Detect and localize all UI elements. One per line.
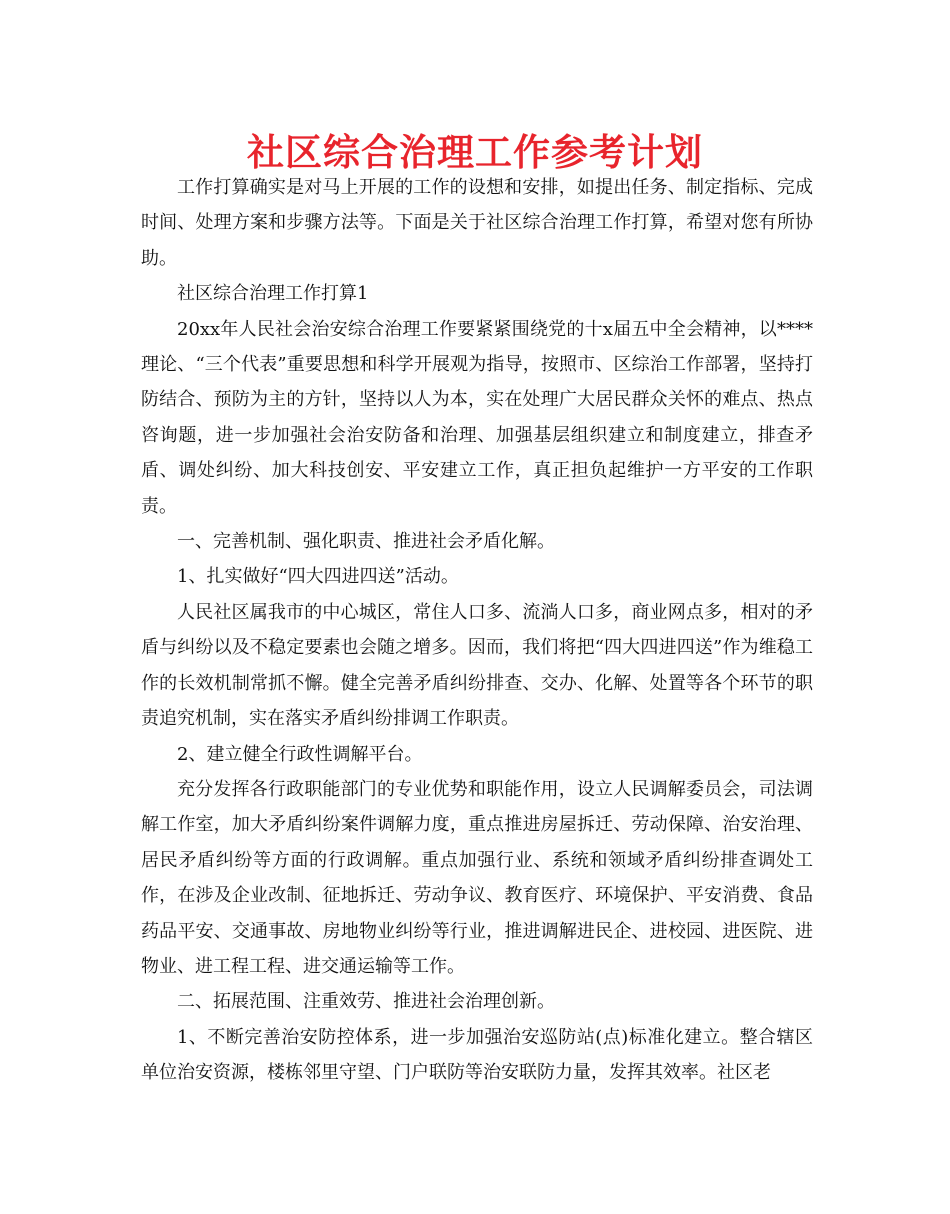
body-paragraph: 1、不断完善治安防控体系，进一步加强治安巡防站(点)标准化建立。整合辖区单位治安资源，楼栋邻里守望、门户联防等治安联防力量，发挥其效率。社区老	[141, 1026, 813, 1084]
document-body	[141, 170, 813, 1091]
intro-paragraph: 工作打算确实是对马上开展的工作的设想和安排，如提出任务、制定指标、完成时间、处理方案和步骤方法等。下面是关于社区综合治理工作打算，希望对您有所协助。	[141, 177, 813, 269]
section-heading-plan-1: 社区综合治理工作打算1	[177, 283, 369, 305]
section-heading-two: 二、拓展范围、注重效劳、推进社会治理创新。	[177, 991, 555, 1013]
section-heading-one: 一、完善机制、强化职责、推进社会矛盾化解。	[177, 531, 555, 553]
body-paragraph: 充分发挥各行政职能部门的专业优势和职能作用，设立人民调解委员会，司法调解工作室，加大矛盾纠纷案件调解力度，重点推进房屋拆迁、劳动保障、治安治理、居民矛盾纠纷等方面的行政调解。重点加强行业、系统和领域矛盾纠纷排查调处工作，在涉及企业改制、征地拆迁、劳动争议、教育医疗、环境保护、平安消费、食品药品平安、交通事故、房地物业纠纷等行业，推进调解进民企、进校园、进医院、进物业、进工程工程、进交通运输等工作。	[141, 778, 813, 977]
subsection-heading: 2、建立健全行政性调解平台。	[177, 743, 423, 765]
subsection-heading: 1、扎实做好“四大四进四送”活动。	[177, 566, 459, 588]
body-paragraph: 20xx年人民社会治安综合治理工作要紧紧围绕党的十x届五中全会精神，以****理论、“三个代表”重要思想和科学开展观为指导，按照市、区综治工作部署，坚持打防结合、预防为主的方针，坚持以人为本，实在处理广大居民群众关怀的难点、热点咨询题，进一步加强社会治安防备和治理、加强基层组织建立和制度建立，排查矛盾、调处纠纷、加大科技创安、平安建立工作，真正担负起维护一方平安的工作职责。	[141, 318, 813, 517]
body-paragraph: 人民社区属我市的中心城区，常住人口多、流淌人口多，商业网点多，相对的矛盾与纠纷以及不稳定要素也会随之增多。因而，我们将把“四大四进四送”作为维稳工作的长效机制常抓不懈。健全完善矛盾纠纷排查、交办、化解、处置等各个环节的职责追究机制，实在落实矛盾纠纷排调工作职责。	[141, 601, 813, 730]
document-title: 社区综合治理工作参考计划	[247, 130, 703, 174]
